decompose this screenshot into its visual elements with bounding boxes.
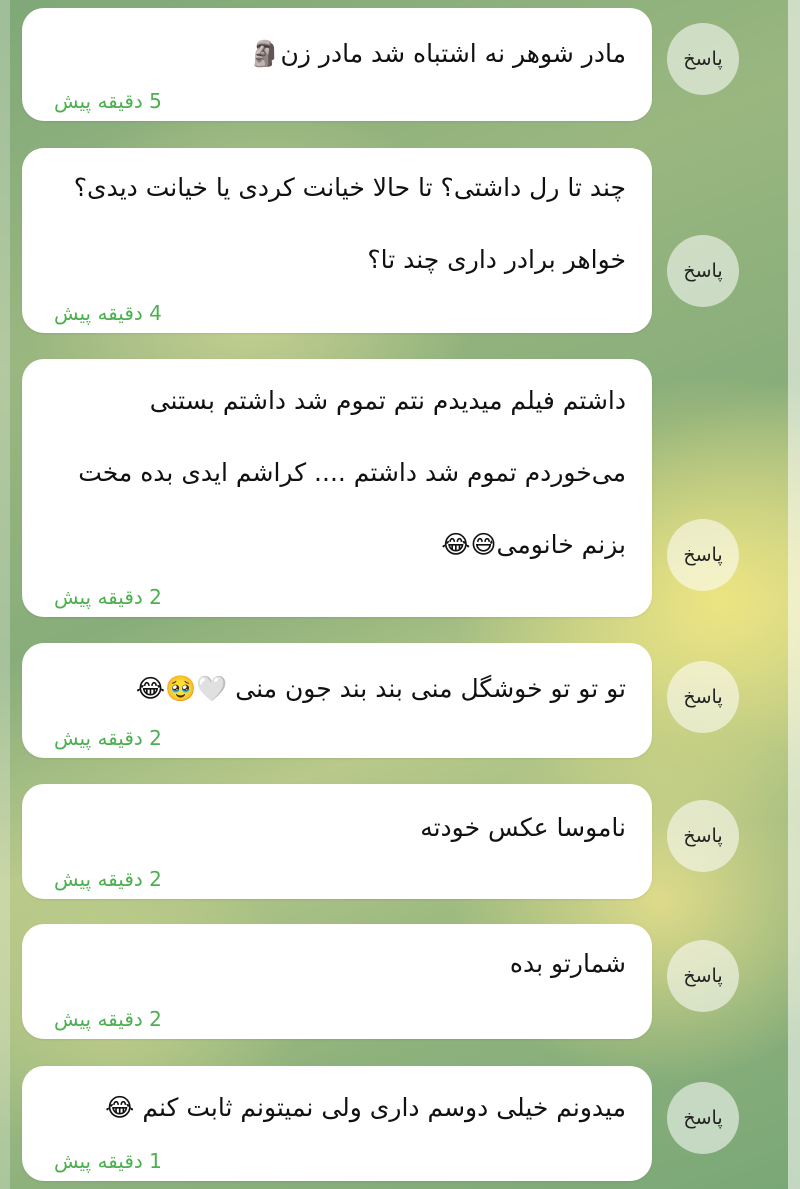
reply-button[interactable]: پاسخ (667, 661, 739, 733)
message-time: 1 دقیقه پیش (54, 1149, 162, 1173)
message-text: ناموسا عکس خودته (420, 813, 626, 842)
message-bubble (22, 1066, 652, 1181)
message-time: 2 دقیقه پیش (54, 585, 162, 609)
reply-button[interactable]: پاسخ (667, 940, 739, 1012)
reply-button[interactable]: پاسخ (667, 519, 739, 591)
message-bubble (22, 8, 652, 121)
message-time: 2 دقیقه پیش (54, 867, 162, 891)
message-bubble (22, 643, 652, 758)
message-time: 2 دقیقه پیش (54, 726, 162, 750)
message-text: مادر شوهر نه اشتباه شد مادر زن🗿 (249, 39, 626, 68)
reply-button[interactable]: پاسخ (667, 23, 739, 95)
message-text: میدونم خیلی دوسم داری ولی نمیتونم ثابت کنم 😂 (105, 1093, 626, 1122)
left-edge (0, 0, 10, 1189)
message-bubble (22, 359, 652, 617)
message-text: داشتم فیلم میدیدم نتم تموم شد داشتم بستنی می‌خوردم تموم شد داشتم .... کراشم ایدی بده مخت بزنم خانومی😅😂 (78, 386, 626, 559)
message-bubble (22, 784, 652, 899)
message-text: چند تا رل داشتی؟ تا حالا خیانت کردی یا خیانت دیدی؟ خواهر برادر داری چند تا؟ (73, 173, 626, 274)
reply-button[interactable]: پاسخ (667, 800, 739, 872)
message-time: 2 دقیقه پیش (54, 1007, 162, 1031)
message-bubble (22, 148, 652, 333)
message-text: شمارتو بده (509, 949, 626, 978)
message-text: تو تو تو خوشگل منی بند بند جون منی 🤍🥹😂 (135, 674, 626, 703)
message-time: 4 دقیقه پیش (54, 301, 162, 325)
scrollbar-track[interactable] (788, 0, 800, 1189)
message-bubble (22, 924, 652, 1039)
reply-button[interactable]: پاسخ (667, 235, 739, 307)
message-time: 5 دقیقه پیش (54, 89, 162, 113)
reply-button[interactable]: پاسخ (667, 1082, 739, 1154)
